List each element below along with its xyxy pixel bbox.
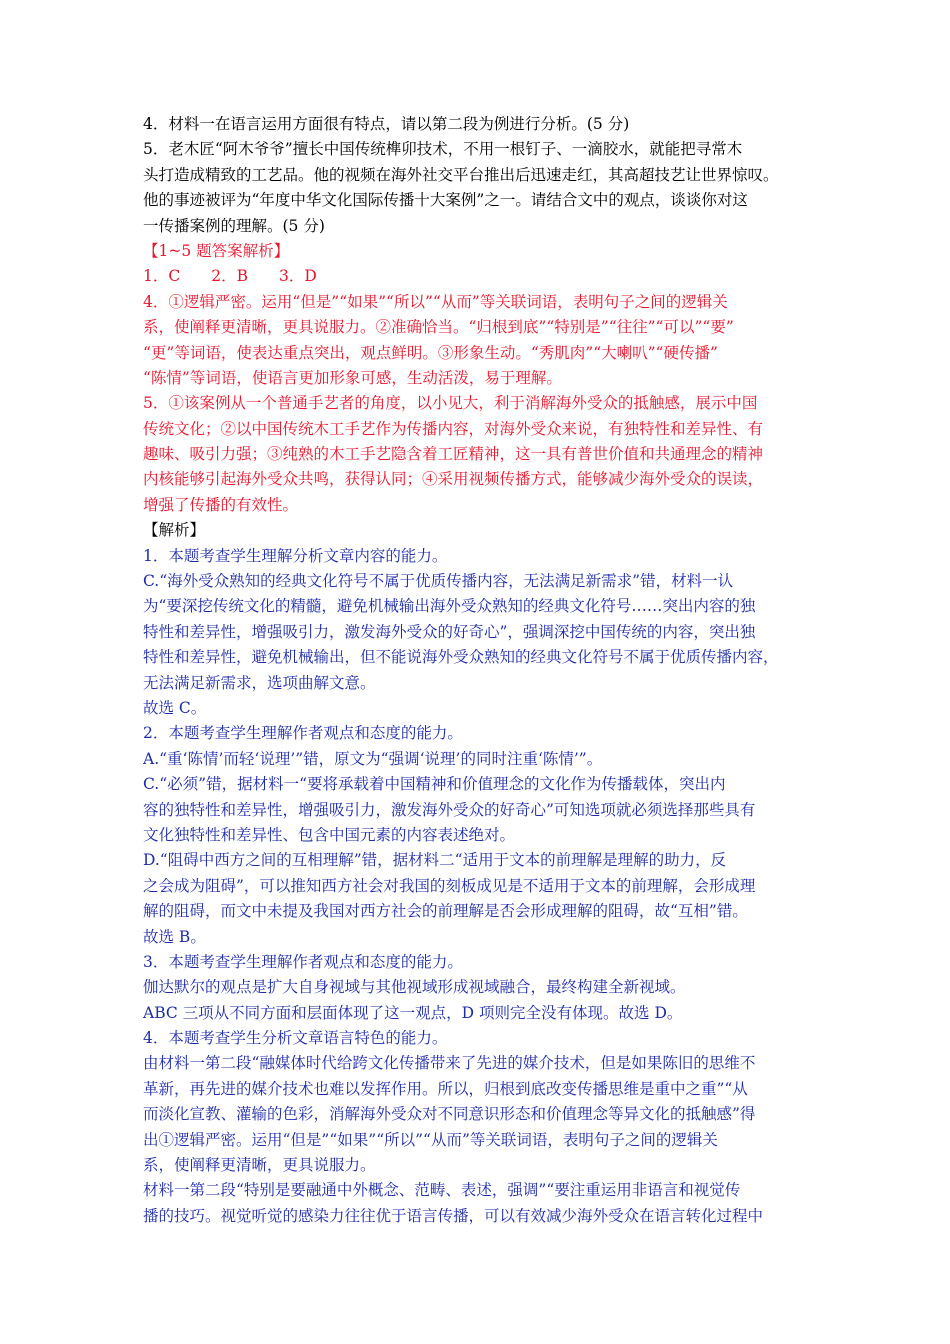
text-line: 头打造成精致的工艺品。他的视频在海外社交平台推出后迅速走红，其高超技艺让世界惊叹。 xyxy=(143,165,779,184)
text-line: 5．①该案例从一个普通手艺者的角度，以小见大，利于消解海外受众的抵触感，展示中国 xyxy=(143,394,758,413)
text-line: 无法满足新需求，选项曲解文意。 xyxy=(143,673,376,692)
text-line: 由材料一第二段“融媒体时代给跨文化传播带来了先进的媒介技术，但是如果陈旧的思维不 xyxy=(143,1054,756,1073)
text-line: 内核能够引起海外受众共鸣，获得认同；④采用视频传播方式，能够减少海外受众的误读， xyxy=(143,470,764,489)
text-line: 伽达默尔的观点是扩大自身视域与其他视域形成视域融合，最终构建全新视域。 xyxy=(143,978,686,997)
text-line: 出①逻辑严密。运用“但是”“如果”“所以”“从而”等关联词语，表明句子之间的逻辑关 xyxy=(143,1130,718,1149)
text-line: 4．材料一在语言运用方面很有特点，请以第二段为例进行分析。(5 分) xyxy=(143,115,630,133)
text-line: 解的阻碍，而文中未提及我国对西方社会的前理解是否会形成理解的阻碍，故“互相”错。 xyxy=(143,902,748,921)
text-line: 3．本题考查学生理解作者观点和态度的能力。 xyxy=(143,952,463,971)
text-line: 为“要深挖传统文化的精髓，避免机械输出海外受众熟知的经典文化符号……突出内容的独 xyxy=(143,597,756,616)
text-line: 故选 C。 xyxy=(143,698,207,717)
text-line: 1．C 2．B 3．D xyxy=(143,267,317,286)
text-line: 一传播案例的理解。(5 分) xyxy=(143,216,325,235)
text-line: C.“必须”错，据材料一“要将承载着中国精神和价值理念的文化作为传播载体，突出内 xyxy=(143,775,726,794)
text-line: 传统文化；②以中国传统木工手艺作为传播内容，对海外受众来说，有独特性和差异性、有 xyxy=(143,419,764,438)
text-line: 增强了传播的有效性。 xyxy=(143,495,299,514)
text-line: 播的技巧。视觉听觉的感染力往往优于语言传播，可以有效减少海外受众在语言转化过程中 xyxy=(143,1206,764,1225)
text-line: 4．①逻辑严密。运用“但是”“如果”“所以”“从而”等关联词语，表明句子之间的逻辑关 xyxy=(143,292,728,311)
text-line: 容的独特性和差异性，增强吸引力，激发海外受众的好奇心”可知选项就必须选择那些具有 xyxy=(143,800,756,819)
text-line: C.“海外受众熟知的经典文化符号不属于优质传播内容，无法满足新需求”错，材料一认 xyxy=(143,572,734,591)
text-line: 故选 B。 xyxy=(143,927,206,946)
text-line: 材料一第二段“特别是要融通中外概念、范畴、表述，强调”“要注重运用非语言和视觉传 xyxy=(143,1181,741,1200)
text-line: 【1~5 题答案解析】 xyxy=(143,241,290,260)
text-line: 特性和差异性，增强吸引力，激发海外受众的好奇心”，强调深挖中国传统的内容，突出独 xyxy=(143,622,756,641)
text-line: 系，使阐释更清晰，更具说服力。②准确恰当。“归根到底”“特别是”“往往”“可以”“要” xyxy=(143,318,734,337)
text-line: 之会成为阻碍”，可以推知西方社会对我国的刻板成见是不适用于文本的前理解，会形成理 xyxy=(143,876,756,895)
text-line: 【解析】 xyxy=(143,521,206,540)
text-line: 4．本题考查学生分析文章语言特色的能力。 xyxy=(143,1029,448,1048)
text-line: “更”等词语，使表达重点突出，观点鲜明。③形象生动。“秀肌肉”“大喇叭”“硬传播” xyxy=(143,343,718,362)
text-line: 革新，再先进的媒介技术也难以发挥作用。所以，归根到底改变传播思维是重中之重”“从 xyxy=(143,1079,748,1098)
text-line: 1．本题考查学生理解分析文章内容的能力。 xyxy=(143,546,448,565)
document-page xyxy=(143,112,813,1229)
text-line: 特性和差异性，避免机械输出，但不能说海外受众熟知的经典文化符号不属于优质传播内容， xyxy=(143,648,779,667)
text-line: ABC 三项从不同方面和层面体现了这一观点，D 项则完全没有体现。故选 D。 xyxy=(143,1003,683,1022)
text-line: D.“阻碍中西方之间的互相理解”错，据材料二“适用于文本的前理解是理解的助力，反 xyxy=(143,851,727,870)
text-line: 系，使阐释更清晰，更具说服力。 xyxy=(143,1156,376,1175)
text-line: 文化独特性和差异性、包含中国元素的内容表述绝对。 xyxy=(143,825,516,844)
text-line: A.“重‘陈情’而轻‘说理’”错，原文为“强调‘说理’的同时注重‘陈情’”。 xyxy=(143,749,603,768)
text-line: 而淡化宣教、灌输的色彩，消解海外受众对不同意识形态和价值理念等异文化的抵触感”得 xyxy=(143,1105,756,1124)
text-line: 他的事迹被评为“年度中华文化国际传播十大案例”之一。请结合文中的观点，谈谈你对这 xyxy=(143,191,748,210)
text-line: 5．老木匠“阿木爷爷”擅长中国传统榫卯技术，不用一根钉子、一滴胶水，就能把寻常木 xyxy=(143,140,743,159)
text-line: 2．本题考查学生理解作者观点和态度的能力。 xyxy=(143,724,463,743)
text-line: “陈情”等词语，使语言更加形象可感，生动活泼，易于理解。 xyxy=(143,368,562,387)
text-line: 趣味、吸引力强；③纯熟的木工手艺隐含着工匠精神，这一具有普世价值和共通理念的精神 xyxy=(143,445,764,464)
